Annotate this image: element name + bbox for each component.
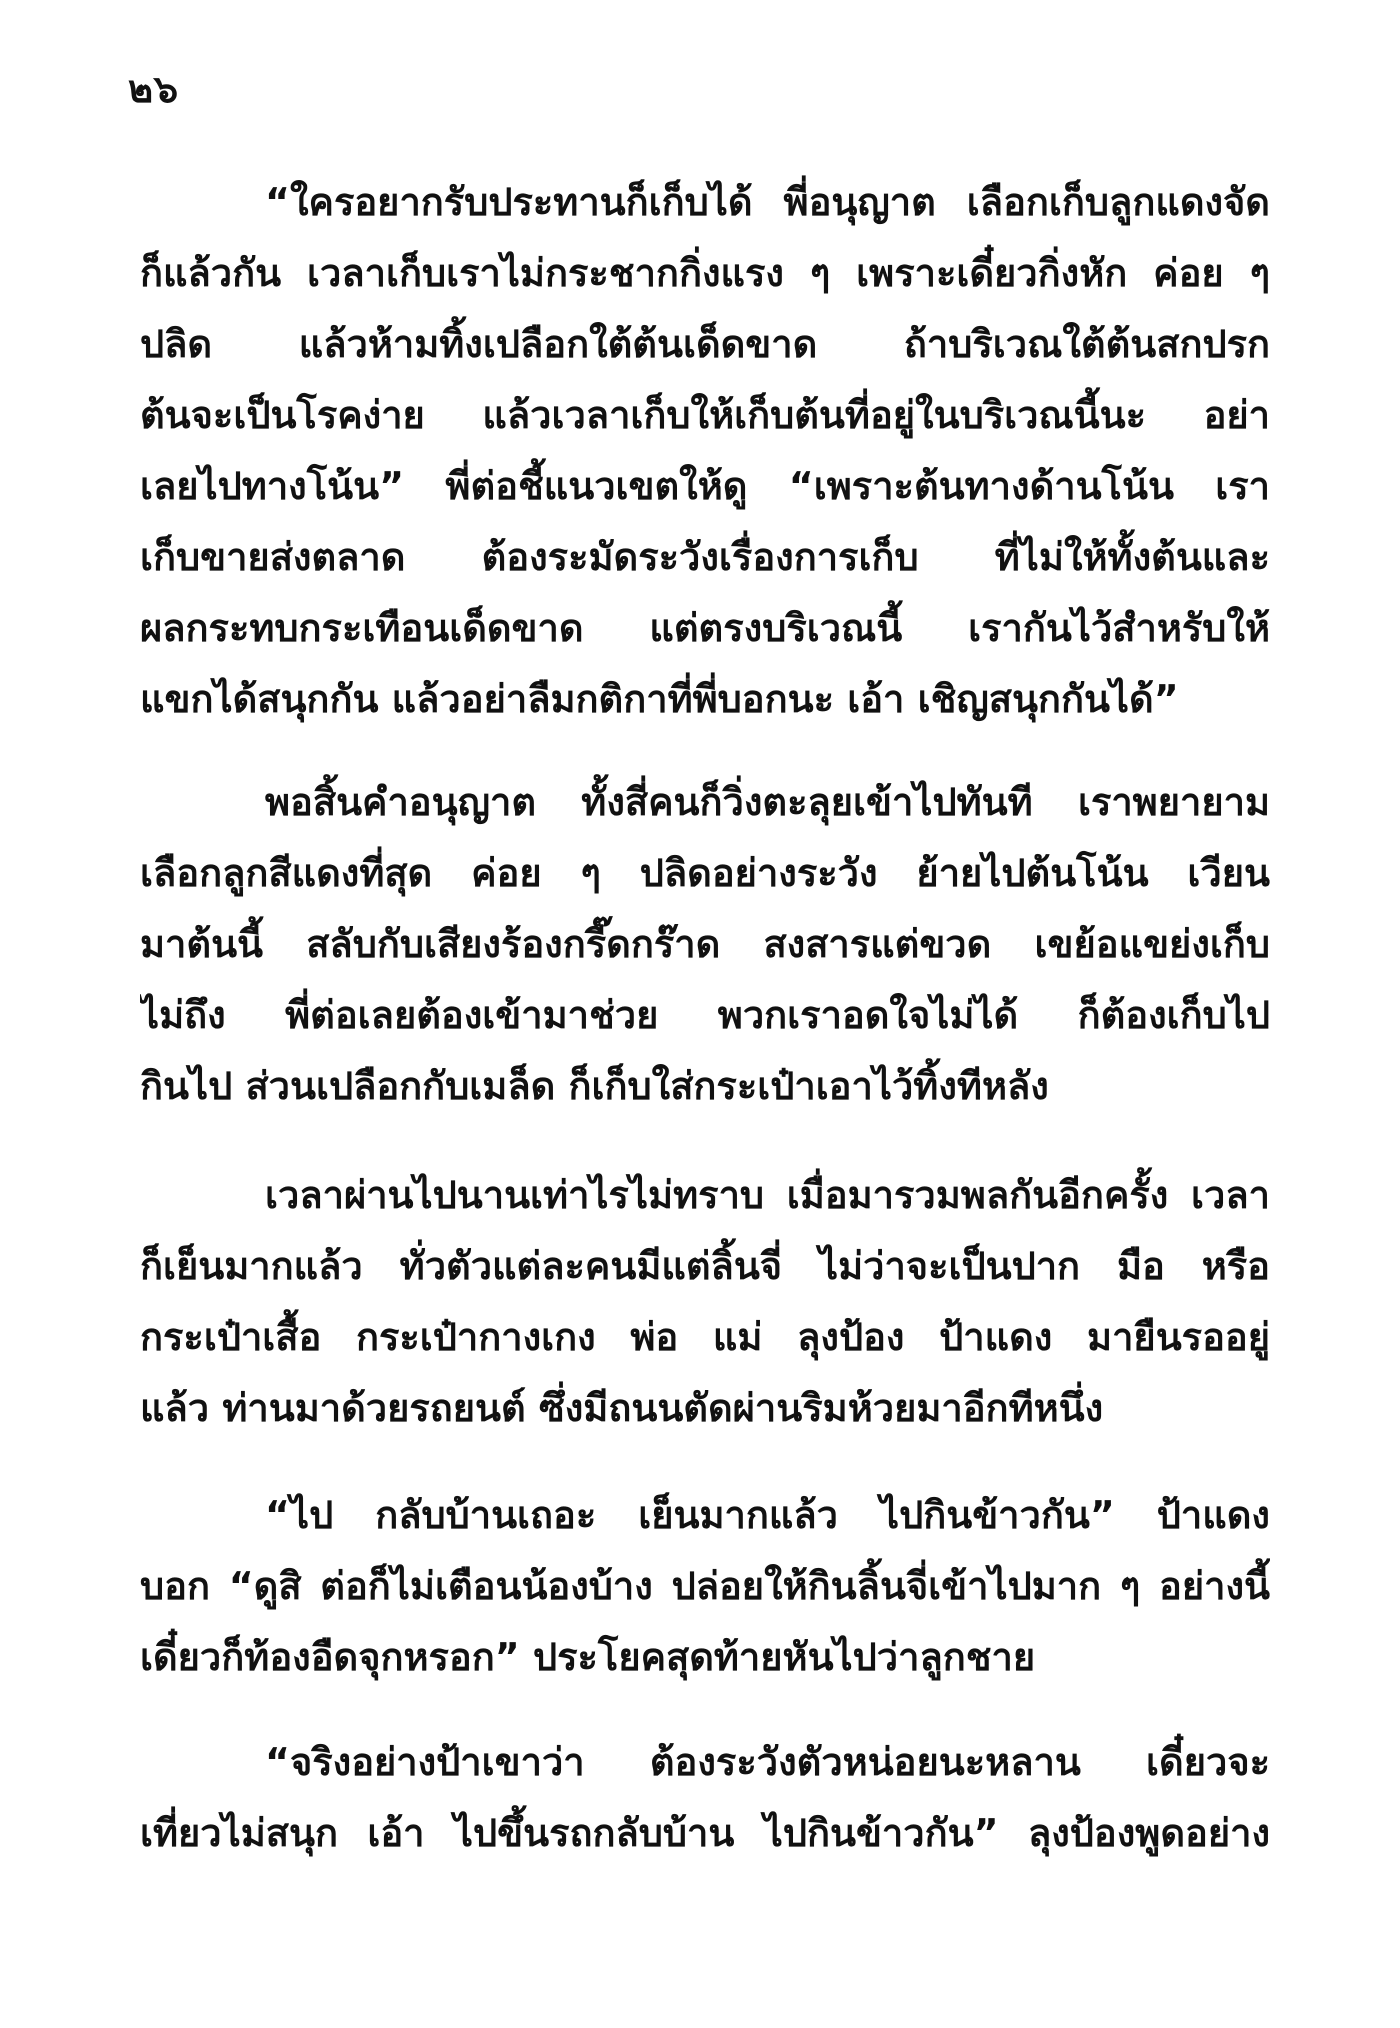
- text-line: ไม่ถึง พี่ต่อเลยต้องเข้ามาช่วย พวกเราอดใจไม่ได้ ก็ต้องเก็บไป: [140, 993, 1270, 1037]
- paragraph-2: [140, 767, 1270, 1122]
- text-line: กินไป ส่วนเปลือกกับเมล็ด ก็เก็บใส่กระเป๋าเอาไว้ทิ้งทีหลัง: [140, 1064, 1049, 1108]
- text-line: “ไป กลับบ้านเถอะ เย็นมากแล้ว ไปกินข้าวกัน” ป้าแดง: [265, 1493, 1270, 1537]
- text-line: กระเป๋าเสื้อ กระเป๋ากางเกง พ่อ แม่ ลุงป้อง ป้าแดง มายืนรออยู่: [140, 1315, 1270, 1359]
- text-line: “จริงอย่างป้าเขาว่า ต้องระวังตัวหน่อยนะหลาน เดี๋ยวจะ: [265, 1740, 1270, 1784]
- paragraph-1: [140, 167, 1270, 735]
- paragraph-4: [140, 1480, 1270, 1693]
- text-line: เที่ยวไม่สนุก เอ้า ไปขึ้นรถกลับบ้าน ไปกินข้าวกัน” ลุงป้องพูดอย่าง: [140, 1811, 1270, 1855]
- text-line: เลือกลูกสีแดงที่สุด ค่อย ๆ ปลิดอย่างระวัง ย้ายไปต้นโน้น เวียน: [140, 851, 1270, 895]
- text-line: บอก “ดูสิ ต่อก็ไม่เตือนน้องบ้าง ปล่อยให้กินลิ้นจี่เข้าไปมาก ๆ อย่างนี้: [140, 1564, 1270, 1608]
- text-line: แล้ว ท่านมาด้วยรถยนต์ ซึ่งมีถนนตัดผ่านริมห้วยมาอีกทีหนึ่ง: [140, 1386, 1104, 1430]
- text-line: เวลาผ่านไปนานเท่าไรไม่ทราบ เมื่อมารวมพลกันอีกครั้ง เวลา: [265, 1173, 1270, 1217]
- text-line: เดี๋ยวก็ท้องอืดจุกหรอก” ประโยคสุดท้ายหันไปว่าลูกชาย: [140, 1635, 1036, 1679]
- text-line: ปลิด แล้วห้ามทิ้งเปลือกใต้ต้นเด็ดขาด ถ้าบริเวณใต้ต้นสกปรก: [140, 322, 1270, 366]
- text-line: เลยไปทางโน้น” พี่ต่อชี้แนวเขตให้ดู “เพราะต้นทางด้านโน้น เรา: [140, 464, 1270, 508]
- text-line: ก็เย็นมากแล้ว ทั่วตัวแต่ละคนมีแต่ลิ้นจี่ ไม่ว่าจะเป็นปาก มือ หรือ: [140, 1244, 1270, 1288]
- text-line: เก็บขายส่งตลาด ต้องระมัดระวังเรื่องการเก็บ ที่ไม่ให้ทั้งต้นและ: [140, 535, 1270, 579]
- text-line: “ใครอยากรับประทานก็เก็บได้ พี่อนุญาต เลือกเก็บลูกแดงจัด: [265, 180, 1270, 224]
- text-line: แขกได้สนุกกัน แล้วอย่าลืมกติกาที่พี่บอกนะ เอ้า เชิญสนุกกันได้”: [140, 677, 1179, 721]
- paragraph-3: [140, 1160, 1270, 1444]
- text-line: ผลกระทบกระเทือนเด็ดขาด แต่ตรงบริเวณนี้ เรากันไว้สำหรับให้: [140, 606, 1270, 650]
- paragraph-5: [140, 1727, 1270, 1869]
- text-line: ต้นจะเป็นโรคง่าย แล้วเวลาเก็บให้เก็บต้นที่อยู่ในบริเวณนี้นะ อย่า: [140, 393, 1270, 437]
- page-number: ๒๖: [128, 67, 180, 111]
- text-line: พอสิ้นคำอนุญาต ทั้งสี่คนก็วิ่งตะลุยเข้าไปทันที เราพยายาม: [265, 780, 1270, 824]
- text-line: มาต้นนี้ สลับกับเสียงร้องกรี๊ดกร๊าด สงสารแต่ขวด เขย้อแขย่งเก็บ: [140, 922, 1270, 966]
- text-line: ก็แล้วกัน เวลาเก็บเราไม่กระชากกิ่งแรง ๆ เพราะเดี๋ยวกิ่งหัก ค่อย ๆ: [140, 251, 1270, 295]
